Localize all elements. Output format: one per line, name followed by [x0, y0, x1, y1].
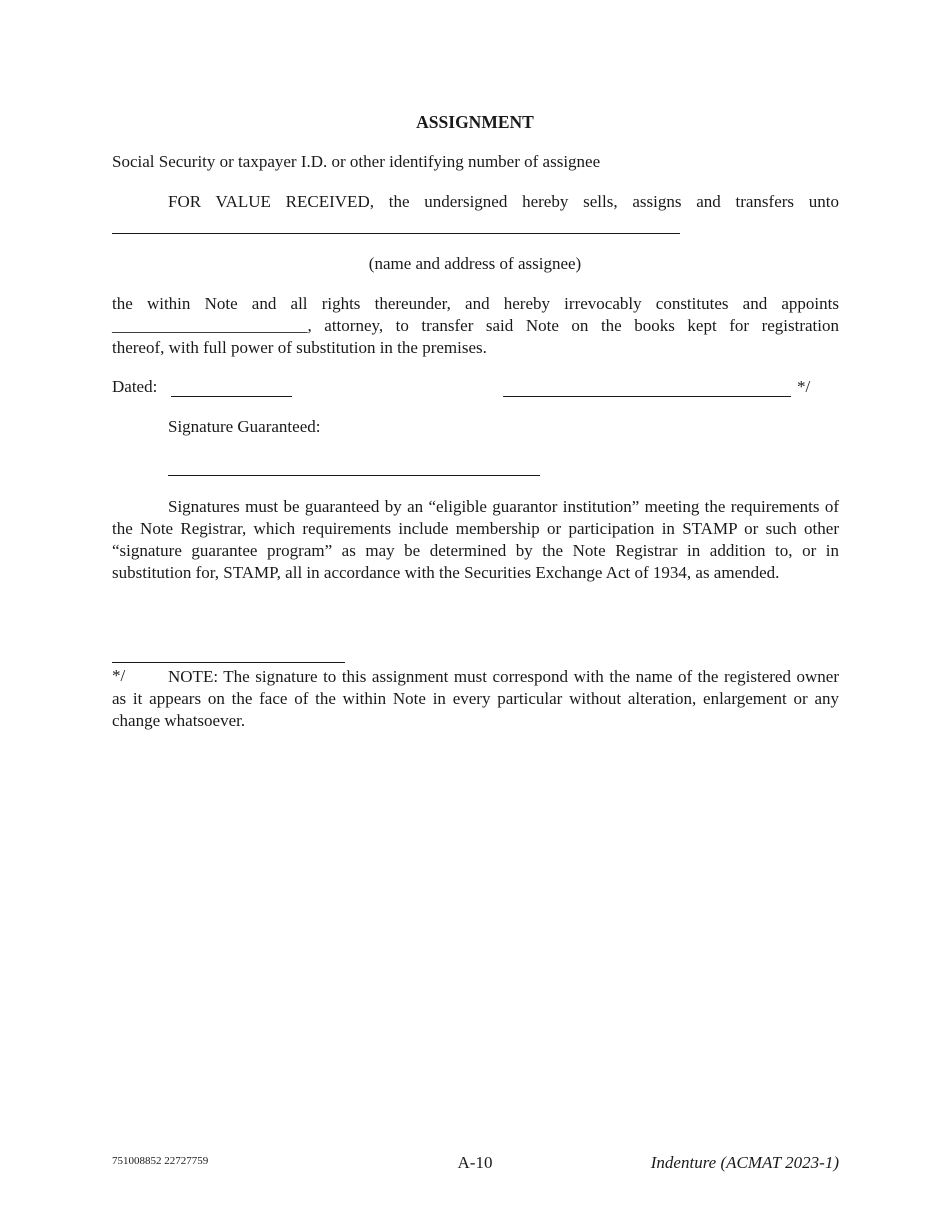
- note-paragraph-line-1: the within Note and all rights thereunder, and hereby irrevocably constitutes and appoints: [112, 294, 839, 313]
- ssn-label: Social Security or taxpayer I.D. or other identifying number of assignee: [112, 152, 601, 171]
- note-paragraph-line-2-text: , attorney, to transfer said Note on the books kept for registration: [307, 316, 839, 335]
- note-paragraph-line-2: [112, 316, 839, 336]
- document-title: ASSIGNMENT: [416, 112, 534, 132]
- footer-page-number: A-10: [457, 1153, 493, 1172]
- footnote-text: NOTE: The signature to this assignment must correspond with the name of the registered owner as it appears on the face of the within Note in every particular without alteration, enlargement or any change whatsoever.: [112, 667, 839, 730]
- footnote-separator: [112, 662, 345, 663]
- guarantee-paragraph: Signatures must be guaranteed by an “eligible guarantor institution” meeting the requirements of the Note Registrar, which requirements include membership or participation in STAMP or such other “signature guarantee program” as may be determined by the Note Registrar in addition to, or in substitution for, STAMP, all in accordance with the Securities Exchange Act of 1934, as amended.: [112, 497, 839, 582]
- assignee-blank-line[interactable]: [112, 233, 680, 234]
- note-paragraph-line-3: thereof, with full power of substitution in the premises.: [112, 338, 487, 357]
- for-value-received-line: FOR VALUE RECEIVED, the undersigned hereby sells, assigns and transfers unto: [168, 192, 839, 211]
- signature-blank-line[interactable]: [503, 396, 791, 397]
- guarantor-signature-line[interactable]: [168, 475, 540, 476]
- signature-footnote-marker: */: [797, 377, 811, 396]
- name-address-caption: (name and address of assignee): [368, 254, 582, 273]
- footnote-marker: */: [112, 666, 126, 685]
- footer-doc-title: Indenture (ACMAT 2023-1): [650, 1153, 839, 1172]
- dated-label: Dated:: [112, 377, 158, 396]
- footer-doc-id: 751008852 22727759: [112, 1155, 209, 1167]
- attorney-blank[interactable]: _______________________: [112, 316, 308, 335]
- signature-guaranteed-label: Signature Guaranteed:: [168, 417, 321, 436]
- dated-blank-line[interactable]: [171, 396, 292, 397]
